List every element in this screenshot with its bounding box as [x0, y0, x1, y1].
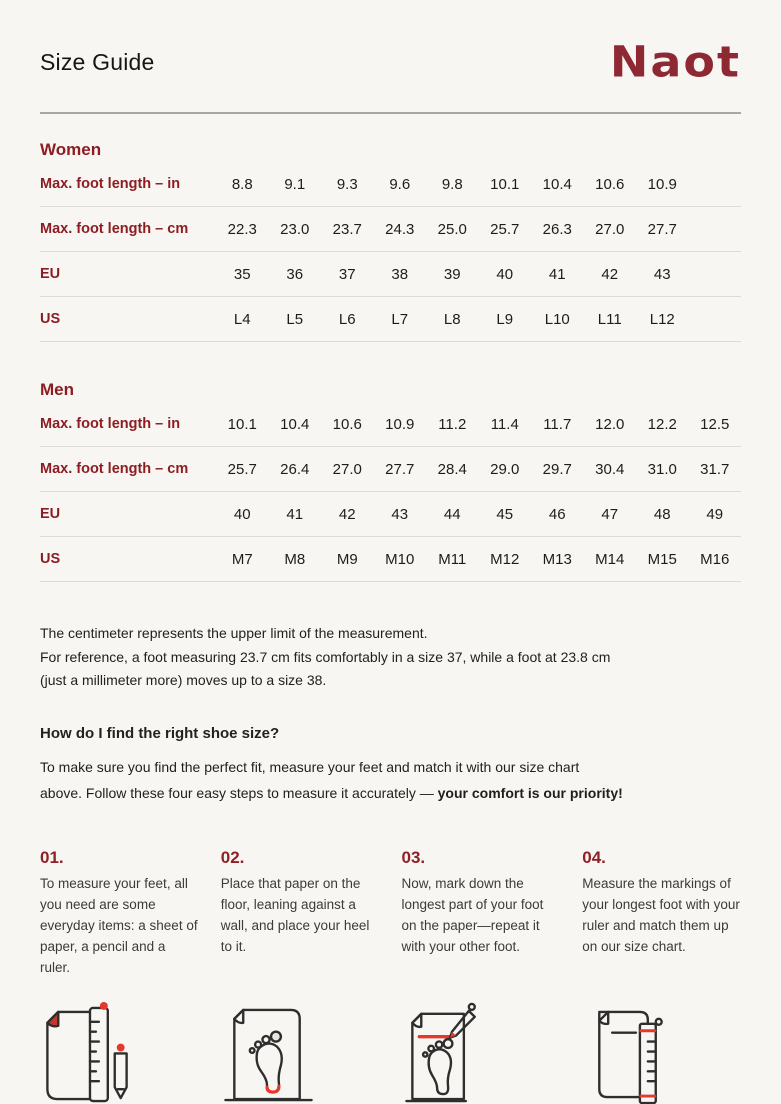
size-value: 38: [391, 265, 409, 283]
size-value: 36: [286, 265, 304, 283]
size-value: 24.3: [385, 220, 415, 238]
size-value: 29.0: [490, 460, 520, 478]
row-label: EU: [40, 506, 61, 522]
size-value: 9.6: [389, 175, 411, 193]
size-value: 42: [338, 505, 356, 523]
size-value: 35: [233, 265, 251, 283]
size-value: 47: [601, 505, 619, 523]
size-value: 27.7: [385, 460, 415, 478]
size-value: 12.2: [647, 415, 677, 433]
size-value: 45: [496, 505, 514, 523]
size-value: 11.7: [543, 415, 572, 433]
size-value: 9.3: [336, 175, 358, 193]
size-value: L6: [338, 310, 356, 328]
size-value: M7: [231, 550, 253, 568]
size-value: 29.7: [542, 460, 572, 478]
size-value: M11: [438, 550, 467, 568]
size-value: 49: [706, 505, 724, 523]
size-value: 12.5: [700, 415, 730, 433]
size-value: M13: [542, 550, 572, 568]
women-heading: Women: [40, 140, 102, 159]
size-value: M9: [336, 550, 358, 568]
size-value: 31.0: [647, 460, 677, 478]
table-row: [40, 207, 741, 252]
steps-row: [40, 848, 741, 978]
size-value: 41: [548, 265, 566, 283]
size-value: M12: [490, 550, 520, 568]
size-value: 25.7: [490, 220, 520, 238]
size-value: 40: [496, 265, 514, 283]
size-value: 11.2: [438, 415, 467, 433]
table-row: [40, 297, 741, 342]
table-row: [40, 537, 741, 582]
page-title: Size Guide: [40, 48, 155, 75]
men-heading: Men: [40, 380, 74, 399]
size-value: 30.4: [595, 460, 625, 478]
size-value: 10.1: [227, 415, 257, 433]
size-value: 10.6: [595, 175, 625, 193]
size-value: 46: [548, 505, 566, 523]
step-number: 01.: [40, 847, 64, 867]
paper-footprint-icon: [221, 1000, 380, 1104]
step-text: To measure your feet, all you need are some everyday items: a sheet of paper, a pencil and a ruler.: [40, 875, 198, 975]
size-value: M14: [595, 550, 625, 568]
size-value: L12: [649, 310, 675, 328]
size-value: 37: [338, 265, 356, 283]
size-value: L5: [286, 310, 304, 328]
size-value: 9.1: [284, 175, 306, 193]
size-value: 10.9: [385, 415, 415, 433]
size-value: 44: [443, 505, 461, 523]
howto-heading: How do I find the right shoe size?: [40, 724, 280, 742]
size-value: 12.0: [595, 415, 625, 433]
table-row: [40, 447, 741, 492]
size-value: 8.8: [231, 175, 253, 193]
size-value: 22.3: [227, 220, 257, 238]
size-value: 26.3: [542, 220, 572, 238]
size-value: 48: [653, 505, 671, 523]
row-label: EU: [40, 266, 61, 282]
step-number: 02.: [220, 847, 245, 867]
intro-line: To make sure you find the perfect fit, measure your feet and match it with our size chart: [40, 758, 580, 775]
step-item: [582, 848, 741, 978]
step-number: 04.: [582, 847, 606, 867]
size-value: L4: [233, 310, 251, 328]
step-icons-row: [40, 1000, 741, 1104]
step-text: Now, mark down the longest part of your foot on the paper—repeat it with your other foot.: [401, 875, 544, 954]
row-label: US: [40, 311, 61, 327]
table-row: [40, 162, 741, 207]
size-value: 41: [286, 505, 304, 523]
note-line: (just a millimeter more) moves up to a size 38.: [40, 672, 327, 688]
size-value: 11.4: [490, 415, 519, 433]
step-item: [221, 848, 380, 978]
paper-ruler-match-icon: [582, 1000, 741, 1104]
size-value: 10.4: [280, 415, 310, 433]
table-row: [40, 402, 741, 447]
size-value: 10.6: [332, 415, 362, 433]
size-value: 43: [391, 505, 409, 523]
size-value: M15: [647, 550, 677, 568]
intro-bold: your comfort is our priority!: [437, 784, 623, 801]
size-value: 42: [601, 265, 619, 283]
step-item: [402, 848, 561, 978]
size-value: 9.8: [441, 175, 463, 193]
men-size-table: [40, 402, 741, 582]
size-value: 39: [443, 265, 461, 283]
size-value: 40: [233, 505, 251, 523]
size-value: M16: [700, 550, 730, 568]
size-value: 26.4: [280, 460, 310, 478]
row-label: US: [40, 551, 61, 567]
size-value: 25.7: [227, 460, 257, 478]
size-value: L9: [496, 310, 514, 328]
size-value: 43: [653, 265, 671, 283]
naot-logo: Naot: [609, 37, 741, 87]
measurement-note: [40, 622, 741, 693]
size-value: 28.4: [437, 460, 467, 478]
women-size-table: [40, 162, 741, 342]
size-value: 10.4: [542, 175, 572, 193]
size-value: 25.0: [437, 220, 467, 238]
note-line: The centimeter represents the upper limit of the measurement.: [40, 625, 428, 641]
row-label: Max. foot length – cm: [40, 221, 189, 237]
size-value: M8: [284, 550, 306, 568]
table-row: [40, 252, 741, 297]
table-row: [40, 492, 741, 537]
step-text: Measure the markings of your longest foot with your ruler and match them up on our size chart.: [582, 875, 740, 954]
header: [40, 36, 741, 88]
step-text: Place that paper on the floor, leaning against a wall, and place your heel to it.: [220, 875, 370, 954]
size-value: 23.7: [332, 220, 362, 238]
size-value: L11: [597, 310, 622, 328]
size-value: 31.7: [700, 460, 730, 478]
note-line: For reference, a foot measuring 23.7 cm fits comfortably in a size 37, while a foot at 23.8 cm: [40, 648, 611, 665]
howto-intro: [40, 754, 741, 806]
size-value: 10.1: [490, 175, 520, 193]
row-label: Max. foot length – in: [40, 176, 181, 192]
size-value: L8: [443, 310, 461, 328]
size-value: L7: [391, 310, 409, 328]
step-number: 03.: [401, 847, 426, 867]
row-label: Max. foot length – in: [40, 416, 181, 432]
paper-footprint-pencil-icon: [402, 1000, 561, 1104]
step-item: [40, 848, 199, 978]
size-value: L10: [544, 310, 570, 328]
size-value: 10.9: [647, 175, 677, 193]
size-value: 27.7: [647, 220, 677, 238]
paper-ruler-pencil-icon: [40, 1000, 199, 1104]
row-label: Max. foot length – cm: [40, 461, 189, 477]
size-value: 27.0: [332, 460, 362, 478]
intro-line: above. Follow these four easy steps to measure it accurately — your comfort is our priority!: [40, 784, 623, 801]
size-value: 27.0: [595, 220, 625, 238]
size-value: M10: [385, 550, 415, 568]
header-divider: [40, 112, 741, 114]
size-value: 23.0: [280, 220, 310, 238]
